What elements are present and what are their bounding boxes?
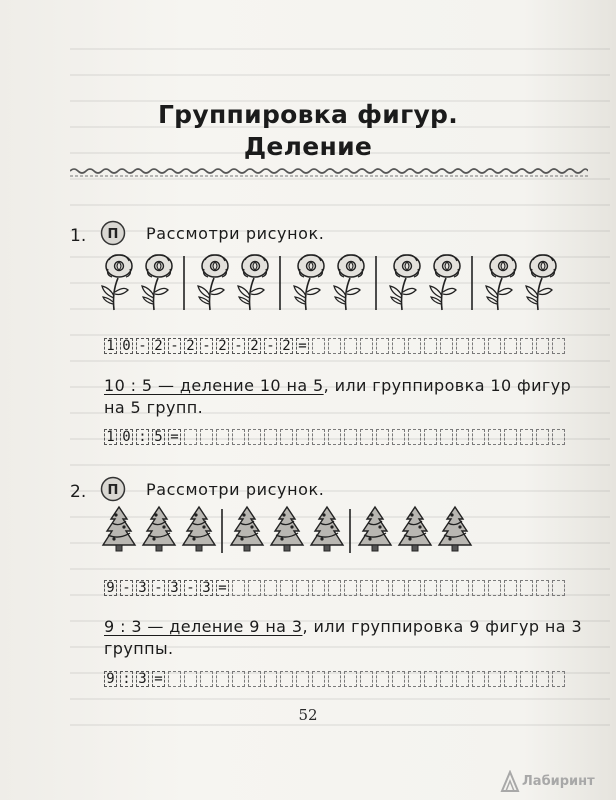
fir-tree-icon [311, 507, 343, 551]
answer-cell-empty[interactable] [408, 338, 421, 354]
answer-cell-empty[interactable] [312, 429, 325, 445]
answer-cell-empty[interactable] [360, 429, 373, 445]
answer-cell-empty[interactable] [232, 580, 245, 596]
answer-cell-empty[interactable] [280, 429, 293, 445]
watermark [500, 770, 595, 792]
answer-cell-filled[interactable]: 3 [200, 580, 213, 596]
watermark-text: Лабиринт [522, 773, 595, 789]
answer-cell-empty[interactable] [200, 429, 213, 445]
answer-cell-empty[interactable] [488, 338, 501, 354]
answer-cell-empty[interactable] [312, 338, 325, 354]
page-title-line-1: Группировка фигур. [157, 100, 459, 129]
answer-cell-empty[interactable] [472, 338, 485, 354]
answer-cell-empty[interactable] [344, 429, 357, 445]
task-1-definition-underlined: 10 : 5 — деление 10 на 5 [104, 376, 324, 395]
answer-cell-filled[interactable]: - [120, 580, 133, 596]
task-1-definition-rest: , или группировка 10 фигур на 5 групп. [104, 376, 572, 417]
answer-cell-empty[interactable] [376, 671, 389, 687]
answer-cell-empty[interactable] [424, 338, 437, 354]
flower-icon [390, 255, 420, 310]
answer-cell-empty[interactable] [216, 429, 229, 445]
answer-cell-filled[interactable]: = [168, 429, 181, 445]
answer-cell-empty[interactable] [552, 580, 565, 596]
answer-cell-filled[interactable]: 9 [104, 580, 117, 596]
answer-cell-empty[interactable] [472, 671, 485, 687]
answer-cell-empty[interactable] [248, 580, 261, 596]
answer-cell-empty[interactable] [520, 338, 533, 354]
answer-cell-filled[interactable]: - [184, 580, 197, 596]
fir-tree-icon [271, 507, 303, 551]
task-2-definition [104, 616, 594, 660]
task-1-definition [104, 375, 594, 419]
answer-cell-empty[interactable] [328, 429, 341, 445]
answer-cell-empty[interactable] [552, 338, 565, 354]
svg-text:П: П [107, 483, 119, 498]
answer-cell-empty[interactable] [264, 671, 277, 687]
answer-cell-empty[interactable] [424, 580, 437, 596]
answer-cell-empty[interactable] [328, 580, 341, 596]
answer-cell-empty[interactable] [504, 671, 517, 687]
flower-icon [294, 255, 324, 310]
answer-cell-filled[interactable]: 5 [152, 429, 165, 445]
flower-icon [102, 255, 132, 310]
answer-cell-filled[interactable]: - [136, 338, 149, 354]
flower-icon [238, 255, 268, 310]
answer-cell-empty[interactable] [504, 338, 517, 354]
answer-cell-empty[interactable] [248, 429, 261, 445]
hint-badge-icon [100, 476, 126, 502]
answer-cell-empty[interactable] [376, 338, 389, 354]
answer-cell-empty[interactable] [520, 580, 533, 596]
answer-cell-empty[interactable] [312, 671, 325, 687]
answer-cell-empty[interactable] [440, 429, 453, 445]
answer-cell-empty[interactable] [360, 580, 373, 596]
fir-tree-icon [359, 507, 391, 551]
flower-icon [334, 255, 364, 310]
fir-tree-icon [143, 507, 175, 551]
answer-cell-filled[interactable]: = [152, 671, 165, 687]
task-2-answer-row-2 [104, 669, 565, 689]
answer-cell-filled[interactable]: 2 [184, 338, 197, 354]
flower-icon [486, 255, 516, 310]
task-2-instruction: Рассмотри рисунок. [146, 480, 325, 499]
answer-cell-empty[interactable] [440, 580, 453, 596]
answer-cell-empty[interactable] [392, 429, 405, 445]
answer-cell-filled[interactable]: 9 [104, 671, 117, 687]
page-number: 52 [298, 706, 318, 724]
task-2-definition-underlined: 9 : 3 — деление 9 на 3 [104, 617, 303, 636]
answer-cell-empty[interactable] [440, 338, 453, 354]
answer-cell-filled[interactable]: 3 [136, 671, 149, 687]
answer-cell-filled[interactable]: 0 [120, 429, 133, 445]
answer-cell-empty[interactable] [488, 580, 501, 596]
answer-cell-empty[interactable] [392, 338, 405, 354]
answer-cell-empty[interactable] [248, 671, 261, 687]
answer-cell-empty[interactable] [552, 671, 565, 687]
answer-cell-empty[interactable] [232, 429, 245, 445]
answer-cell-filled[interactable]: 3 [136, 580, 149, 596]
task-2-definition-rest: , или группировка 9 фигур на 3 группы. [104, 617, 583, 658]
answer-cell-filled[interactable]: 1 [104, 338, 117, 354]
answer-cell-empty[interactable] [520, 429, 533, 445]
answer-cell-empty[interactable] [360, 671, 373, 687]
svg-text:П: П [107, 227, 119, 242]
answer-cell-empty[interactable] [456, 580, 469, 596]
answer-cell-empty[interactable] [184, 429, 197, 445]
fir-tree-icon [399, 507, 431, 551]
answer-cell-empty[interactable] [536, 671, 549, 687]
answer-cell-filled[interactable]: : [120, 671, 133, 687]
flower-icon [526, 255, 556, 310]
answer-cell-empty[interactable] [360, 338, 373, 354]
hint-badge-icon [100, 220, 126, 246]
answer-cell-filled[interactable]: - [232, 338, 245, 354]
answer-cell-empty[interactable] [424, 429, 437, 445]
flower-groups-picture [96, 252, 580, 314]
fir-tree-groups-picture [100, 505, 480, 557]
answer-cell-filled[interactable]: : [136, 429, 149, 445]
answer-cell-filled[interactable]: 2 [248, 338, 261, 354]
flower-icon [198, 255, 228, 310]
task-2-number: 2. [70, 482, 87, 502]
answer-cell-empty[interactable] [552, 429, 565, 445]
answer-cell-empty[interactable] [392, 580, 405, 596]
answer-cell-empty[interactable] [456, 338, 469, 354]
answer-cell-filled[interactable]: 0 [120, 338, 133, 354]
answer-cell-empty[interactable] [216, 671, 229, 687]
answer-cell-empty[interactable] [520, 671, 533, 687]
task-1-instruction: Рассмотри рисунок. [146, 224, 325, 243]
answer-cell-filled[interactable]: 2 [280, 338, 293, 354]
answer-cell-empty[interactable] [344, 338, 357, 354]
answer-cell-empty[interactable] [200, 671, 213, 687]
answer-cell-filled[interactable]: - [168, 338, 181, 354]
answer-cell-empty[interactable] [376, 580, 389, 596]
answer-cell-filled[interactable]: 1 [104, 429, 117, 445]
answer-cell-empty[interactable] [408, 580, 421, 596]
answer-cell-empty[interactable] [328, 671, 341, 687]
title-divider [70, 166, 588, 178]
answer-cell-empty[interactable] [536, 338, 549, 354]
answer-cell-empty[interactable] [440, 671, 453, 687]
flower-icon [430, 255, 460, 310]
answer-cell-empty[interactable] [280, 671, 293, 687]
page-title-line-2: Деление [243, 132, 373, 161]
answer-cell-empty[interactable] [488, 429, 501, 445]
labirint-logo-icon [500, 770, 520, 792]
answer-cell-filled[interactable]: 2 [216, 338, 229, 354]
answer-cell-empty[interactable] [504, 429, 517, 445]
answer-cell-filled[interactable]: = [216, 580, 229, 596]
answer-cell-empty[interactable] [296, 671, 309, 687]
answer-cell-filled[interactable]: - [152, 580, 165, 596]
answer-cell-empty[interactable] [264, 429, 277, 445]
answer-cell-empty[interactable] [344, 671, 357, 687]
answer-cell-empty[interactable] [184, 671, 197, 687]
answer-cell-empty[interactable] [408, 429, 421, 445]
answer-cell-empty[interactable] [472, 429, 485, 445]
answer-cell-empty[interactable] [488, 671, 501, 687]
answer-cell-empty[interactable] [536, 580, 549, 596]
fir-tree-icon [439, 507, 471, 551]
answer-cell-empty[interactable] [280, 580, 293, 596]
answer-cell-empty[interactable] [408, 671, 421, 687]
answer-cell-empty[interactable] [424, 671, 437, 687]
answer-cell-empty[interactable] [456, 429, 469, 445]
answer-cell-empty[interactable] [392, 671, 405, 687]
answer-cell-empty[interactable] [376, 429, 389, 445]
task-2-answer-row-1 [104, 578, 565, 598]
fir-tree-icon [231, 507, 263, 551]
answer-cell-empty[interactable] [456, 671, 469, 687]
answer-cell-empty[interactable] [264, 580, 277, 596]
answer-cell-empty[interactable] [328, 338, 341, 354]
answer-cell-empty[interactable] [536, 429, 549, 445]
answer-cell-empty[interactable] [504, 580, 517, 596]
answer-cell-filled[interactable]: 3 [168, 580, 181, 596]
answer-cell-empty[interactable] [296, 580, 309, 596]
answer-cell-empty[interactable] [296, 429, 309, 445]
fir-tree-icon [103, 507, 135, 551]
answer-cell-empty[interactable] [344, 580, 357, 596]
answer-cell-empty[interactable] [312, 580, 325, 596]
fir-tree-icon [183, 507, 215, 551]
answer-cell-empty[interactable] [232, 671, 245, 687]
answer-cell-filled[interactable]: 2 [152, 338, 165, 354]
answer-cell-filled[interactable]: = [296, 338, 309, 354]
answer-cell-empty[interactable] [168, 671, 181, 687]
task-1-answer-row-2 [104, 427, 565, 447]
flower-icon [142, 255, 172, 310]
answer-cell-empty[interactable] [472, 580, 485, 596]
answer-cell-filled[interactable]: - [264, 338, 277, 354]
answer-cell-filled[interactable]: - [200, 338, 213, 354]
task-1-number: 1. [70, 226, 87, 246]
task-1-answer-row-1 [104, 336, 565, 356]
